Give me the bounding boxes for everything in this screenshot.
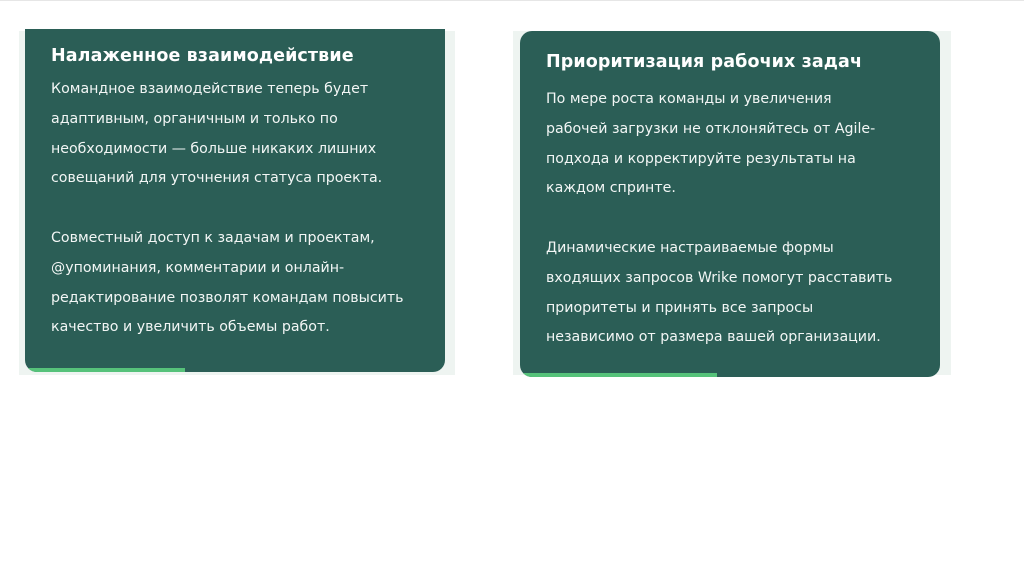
card-progress-fill xyxy=(25,368,185,372)
card-paragraph-1 xyxy=(51,75,425,194)
text-line: адаптивным, органичным и только по xyxy=(51,110,338,127)
card-paragraph-2 xyxy=(546,234,920,353)
card-title: Приоритизация рабочих задач xyxy=(546,52,863,72)
card-progress-bar xyxy=(520,373,940,377)
text-line: качество и увеличить объемы работ. xyxy=(51,319,330,336)
text-line: Динамические настраиваемые формы xyxy=(546,239,834,256)
card-paragraph-1 xyxy=(546,85,920,204)
card-panel-right xyxy=(513,31,951,375)
card-paragraph-2 xyxy=(51,224,425,343)
text-line: каждом спринте. xyxy=(546,180,676,197)
card-progress-bar xyxy=(25,368,445,372)
card-progress-fill xyxy=(520,373,717,377)
feature-card-prioritization xyxy=(520,31,940,377)
text-line: входящих запросов Wrike помогут расставить xyxy=(546,269,893,286)
text-line: независимо от размера вашей организации. xyxy=(546,329,881,346)
text-line: Командное взаимодействие теперь будет xyxy=(51,81,369,97)
feature-card-collaboration xyxy=(25,29,445,372)
text-line: рабочей загрузки не отклоняйтесь от Agile- xyxy=(546,120,876,137)
top-divider xyxy=(0,0,1024,1)
text-line: По мере роста команды и увеличения xyxy=(546,91,832,107)
card-panel-left xyxy=(19,31,455,375)
text-line: @упоминания, комментарии и онлайн- xyxy=(51,259,345,276)
text-line: необходимости — больше никаких лишних xyxy=(51,140,377,157)
text-line: подхода и корректируйте результаты на xyxy=(546,150,856,167)
text-line: Совместный доступ к задачам и проектам, xyxy=(51,229,375,246)
card-title: Налаженное взаимодействие xyxy=(51,46,354,66)
text-line: редактирование позволят командам повысить xyxy=(51,289,404,306)
text-line: совещаний для уточнения статуса проекта. xyxy=(51,170,383,187)
text-line: приоритеты и принять все запросы xyxy=(546,299,814,316)
